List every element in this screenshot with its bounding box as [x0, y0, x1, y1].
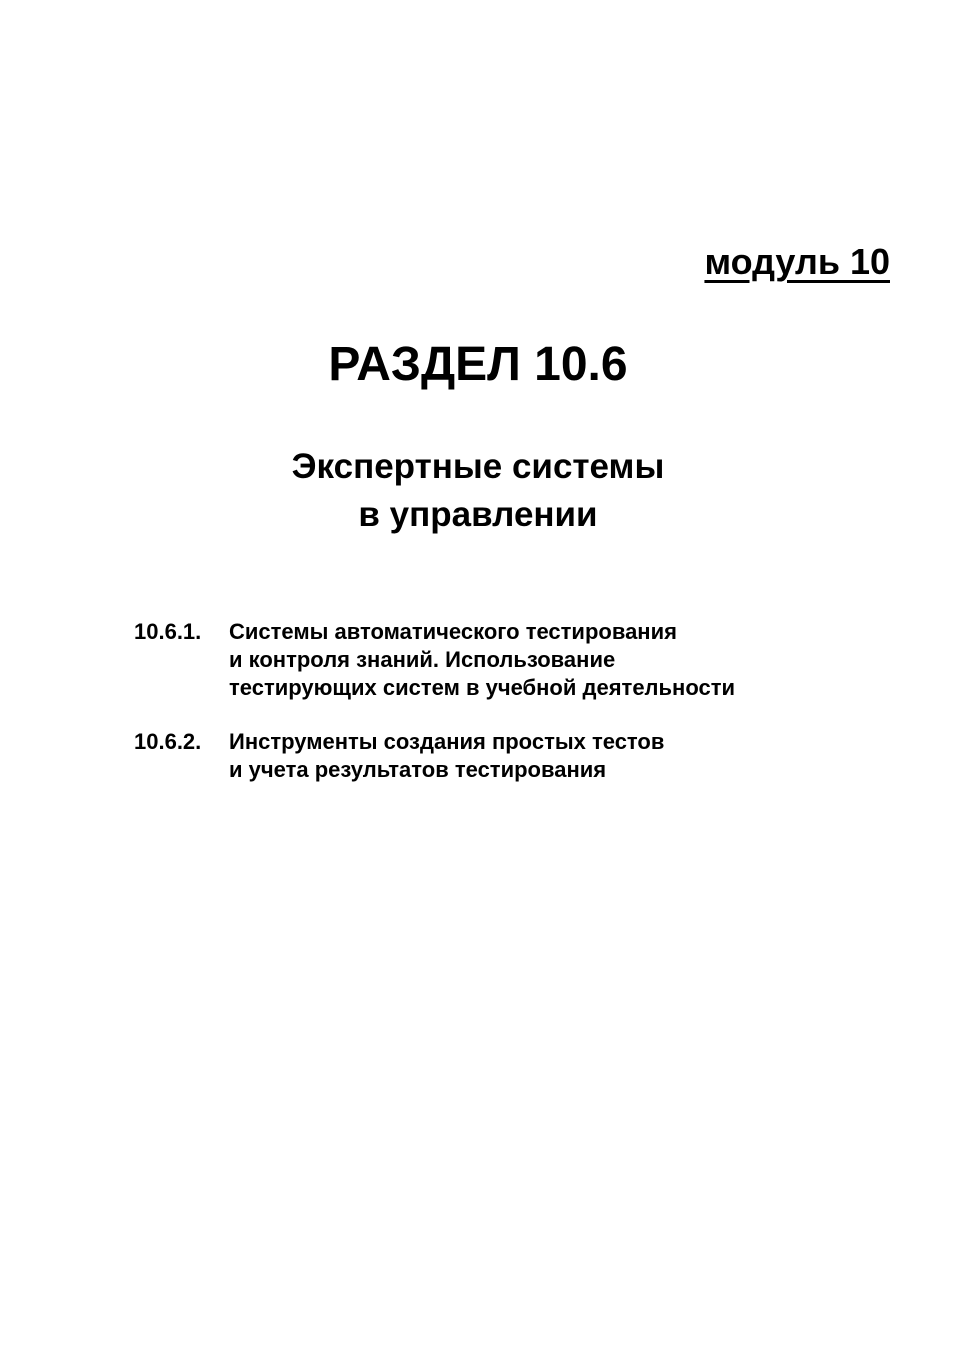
toc-item-line: и учета результатов тестирования — [229, 757, 607, 782]
toc-item-10-6-2 — [134, 728, 894, 784]
toc-item-text — [229, 618, 735, 702]
section-title: РАЗДЕЛ 10.6 — [328, 338, 628, 391]
toc-item-number: 10.6.2. — [134, 729, 202, 754]
toc-item-text — [229, 728, 664, 784]
toc-item-line: Инструменты создания простых тестов — [229, 729, 665, 754]
module-label: модуль 10 — [704, 241, 890, 282]
toc-item-line: Системы автоматического тестирования — [229, 619, 677, 644]
section-subtitle — [0, 443, 956, 539]
toc-item-number: 10.6.1. — [134, 619, 202, 644]
section-subtitle-line: в управлении — [358, 495, 598, 534]
toc-item-line: и контроля знаний. Использование — [229, 647, 616, 672]
table-of-contents — [134, 618, 894, 810]
toc-item-line: тестирующих систем в учебной деятельности — [229, 675, 736, 700]
toc-item-10-6-1 — [134, 618, 894, 702]
section-subtitle-line: Экспертные системы — [291, 447, 665, 486]
